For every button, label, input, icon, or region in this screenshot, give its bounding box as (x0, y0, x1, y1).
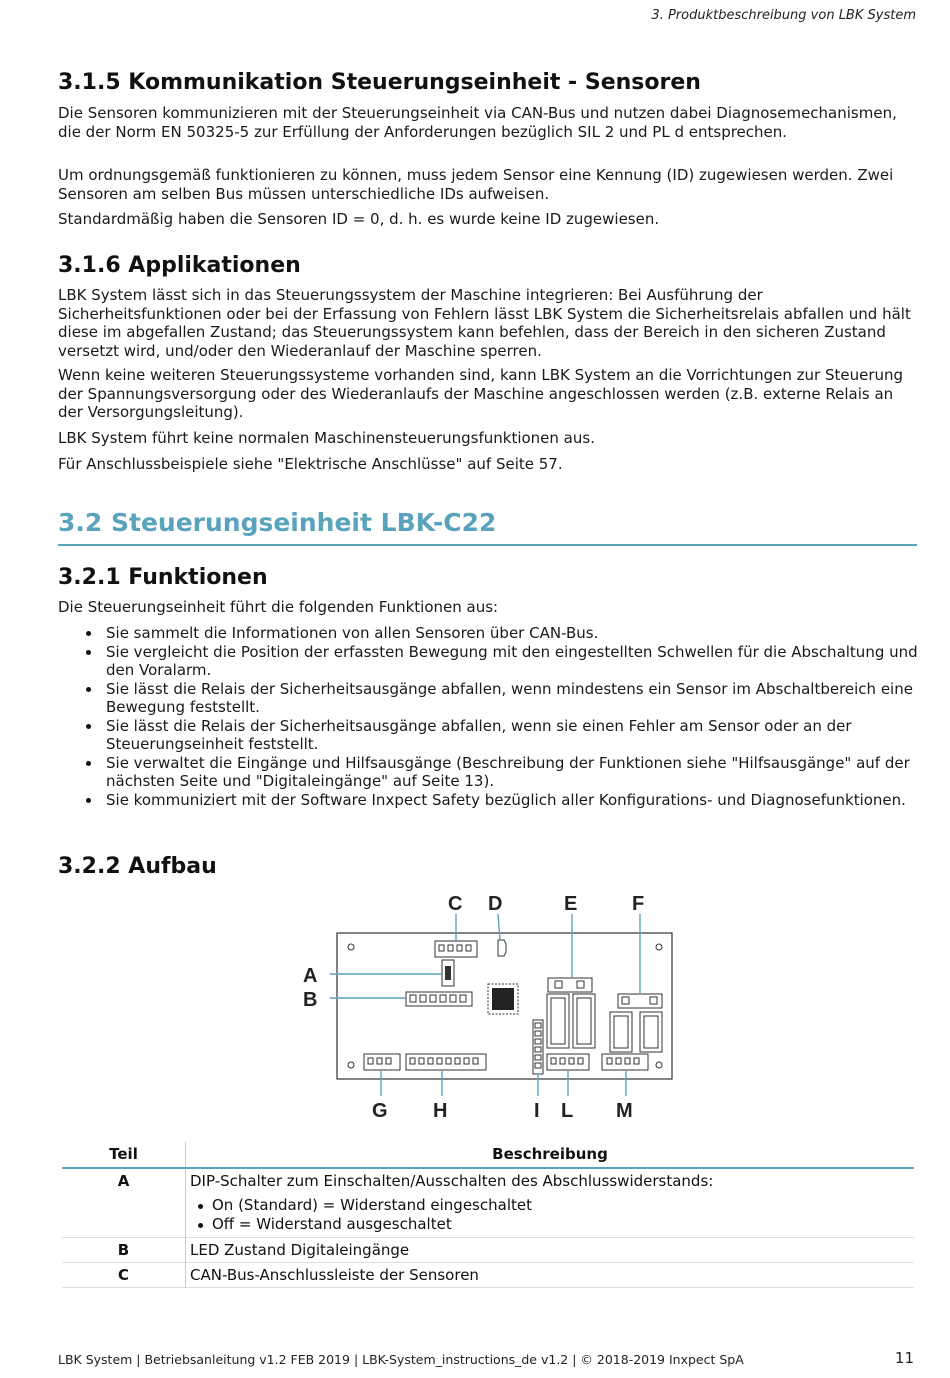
description-text: DIP-Schalter zum Einschalten/Ausschalten des Abschlusswiderstands: (190, 1172, 714, 1190)
column-header-part: Teil (109, 1145, 138, 1163)
part-cell: A (117, 1172, 130, 1190)
label-g: G (372, 1100, 388, 1122)
connector-l (547, 1054, 589, 1070)
status-leds (533, 1020, 543, 1074)
list-item: Sie kommuniziert mit der Software Inxpect Safety bezüglich aller Konfigurations- und Diagnosefunktionen. (58, 791, 920, 810)
sub-list-item: Off = Widerstand ausgeschaltet (190, 1215, 910, 1234)
label-i: I (534, 1100, 540, 1122)
list-item: Sie sammelt die Informationen von allen Sensoren über CAN-Bus. (58, 624, 920, 643)
list-item: Sie verwaltet die Eingänge und Hilfsausgänge (Beschreibung der Funktionen siehe "Hilfsausgänge" auf der nächsten Seite und "Digitaleingänge" auf Seite 13). (58, 754, 920, 791)
list-intro: Die Steuerungseinheit führt die folgenden Funktionen aus: (58, 598, 499, 616)
digital-input-leds (406, 992, 472, 1006)
label-e: E (564, 893, 578, 915)
list-item: Sie lässt die Relais der Sicherheitsausgänge abfallen, wenn sie einen Fehler am Sensor oder an der Steuerungseinheit feststellt. (58, 717, 920, 754)
page-footer: LBK System | Betriebsanleitung v1.2 FEB 2019 | LBK-System_instructions_de v1.2 | © 2018-2019 Inxpect SpA (58, 1352, 744, 1367)
label-c: C (448, 893, 463, 915)
sub-list-item: On (Standard) = Widerstand eingeschaltet (190, 1196, 910, 1215)
label-d: D (488, 893, 503, 915)
paragraph: Um ordnungsgemäß funktionieren zu können, muss jedem Sensor eine Kennung (ID) zugewiesen werden. Zwei Sensoren am selben Bus müssen unterschiedliche IDs aufweisen. (58, 166, 894, 203)
paragraph: Wenn keine weiteren Steuerungssysteme vorhanden sind, kann LBK System an die Vorrichtungen zur Steuerung der Spannungsversorgung oder des Wiederanlaufs der Maschine angeschlossen werden (z.B. externe Relais an der Versorgungsleitung). (58, 366, 904, 421)
page-number: 11 (894, 1349, 914, 1367)
table-header-row (62, 1142, 914, 1168)
part-cell: C (117, 1266, 129, 1284)
section-heading-3-1-5: 3.1.5 Kommunikation Steuerungseinheit - Sensoren (58, 70, 701, 95)
table-row (62, 1168, 914, 1238)
table-row (62, 1263, 914, 1288)
paragraph: Für Anschlussbeispiele siehe "Elektrische Anschlüsse" auf Seite 57. (58, 455, 563, 473)
can-bus-connector (435, 941, 477, 957)
sub-list (190, 1196, 910, 1234)
section-heading-3-2-2: 3.2.2 Aufbau (58, 854, 217, 879)
paragraph: LBK System führt keine normalen Maschinensteuerungsfunktionen aus. (58, 429, 595, 447)
list-item: Sie lässt die Relais der Sicherheitsausgänge abfallen, wenn mindestens ein Sensor im Abschaltbereich eine Bewegung feststellt. (58, 680, 920, 717)
paragraph: Standardmäßig haben die Sensoren ID = 0, d. h. es wurde keine ID zugewiesen. (58, 210, 660, 228)
section-heading-3-1-6: 3.1.6 Applikationen (58, 253, 301, 278)
heading-rule (58, 544, 917, 546)
function-list (58, 624, 920, 809)
component-d (498, 940, 506, 956)
column-header-description: Beschreibung (186, 1142, 915, 1168)
connector-m (602, 1054, 648, 1070)
parts-table (62, 1142, 914, 1288)
description-cell (186, 1168, 915, 1238)
microcontroller-chip (488, 984, 518, 1014)
label-f: F (632, 893, 645, 915)
section-heading-3-2: 3.2 Steuerungseinheit LBK-C22 (58, 508, 497, 537)
paragraph: Die Sensoren kommunizieren mit der Steuerungseinheit via CAN-Bus und nutzen dabei Diagnosemechanismen, die der Norm EN 50325-5 zur Erfüllung der Anforderungen bezüglich SIL 2 und PL d entsprechen. (58, 104, 897, 141)
part-cell: B (117, 1241, 130, 1259)
label-a: A (303, 965, 318, 987)
running-header: 3. Produktbeschreibung von LBK System (651, 8, 916, 23)
section-heading-3-2-1: 3.2.1 Funktionen (58, 565, 268, 590)
label-b: B (303, 989, 318, 1011)
label-m: M (616, 1100, 633, 1122)
description-cell: CAN-Bus-Anschlussleiste der Sensoren (186, 1263, 915, 1288)
table-row (62, 1238, 914, 1263)
control-unit-figure (300, 888, 680, 1128)
description-cell: LED Zustand Digitaleingänge (186, 1238, 915, 1263)
label-l: L (561, 1100, 574, 1122)
label-h: H (433, 1100, 448, 1122)
connector-h (406, 1054, 486, 1070)
dip-switch (442, 960, 454, 986)
paragraph: LBK System lässt sich in das Steuerungssystem der Maschine integrieren: Bei Ausführung der Sicherheitsfunktionen oder bei der Erfassung von Fehlern lässt LBK System die Sicherheitsrelais abfallen und hält diese im abgefallen Zustand; das Steuerungssystem kann befehlen, dass der Bereich in den sicheren Zustand versetzt wird, und/oder den Wiederanlauf der Maschine sperren. (58, 286, 911, 360)
list-item: Sie vergleicht die Position der erfassten Bewegung mit den eingestellten Schwellen für die Abschaltung und den Voralarm. (58, 643, 920, 680)
connector-g (364, 1054, 400, 1070)
